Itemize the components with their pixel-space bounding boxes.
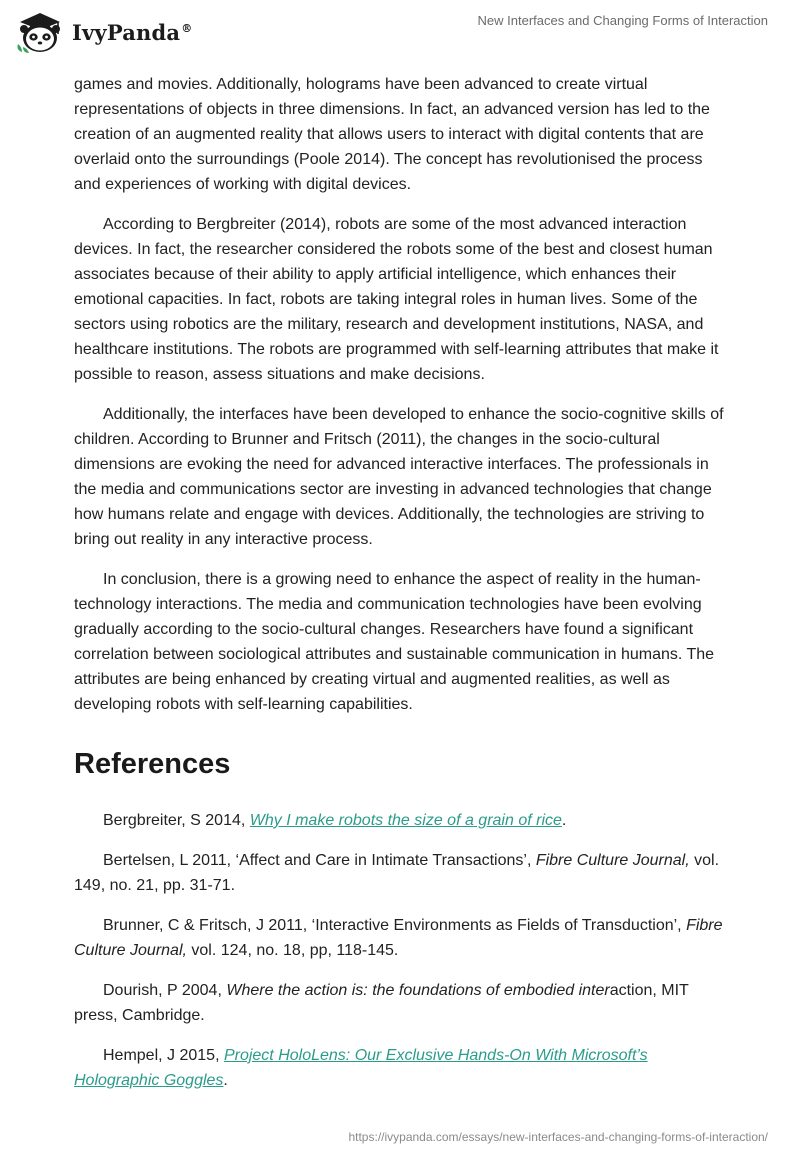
page-header [0, 0, 800, 62]
reference-item: Bertelsen, L 2011, ‘Affect and Care in Intimate Transactions’, Fibre Culture Journal, vol. 149, no. 21, pp. 31-71. [74, 852, 720, 894]
reference-link[interactable]: Project HoloLens: Our Exclusive Hands-On With Microsoft’s Holographic Goggles [74, 1047, 648, 1089]
paragraph: According to Bergbreiter (2014), robots are some of the most advanced interaction devices. In fact, the researcher considered the robots some of the best and closest human associates because of their ability to apply artificial intelligence, which enhances their emotional capacities. In fact, robots are taking integral roles in human lives. Some of the sectors using robotics are the military, research and development institutions, NASA, and healthcare institutions. The robots are programmed with self-learning attributes that make it possible to reason, assess situations and make decisions. [74, 216, 719, 383]
source-url: https://ivypanda.com/essays/new-interfaces-and-changing-forms-of-interaction/ [348, 1130, 768, 1144]
paragraph: In conclusion, there is a growing need to enhance the aspect of reality in the human-technology interactions. The media and communication technologies have been evolving gradually according to the socio-cultural changes. Researchers have found a significant correlation between sociological attributes and sustainable communication in humans. The attributes are being enhanced by creating virtual and augmented realities, as well as developing robots with self-learning capabilities. [74, 571, 715, 713]
reference-item: Hempel, J 2015, Project HoloLens: Our Exclusive Hands-On With Microsoft’s Holographic Goggles. [74, 1047, 648, 1089]
reference-item: Dourish, P 2004, Where the action is: the foundations of embodied interaction, MIT press, Cambridge. [74, 982, 689, 1024]
essay-body [74, 72, 730, 1108]
reference-item: Bergbreiter, S 2014, Why I make robots the size of a grain of rice. [103, 812, 567, 829]
paragraph: Additionally, the interfaces have been developed to enhance the socio-cognitive skills of children. According to Brunner and Fritsch (2011), the changes in the socio-cultural dimensions are evoking the need for advanced interactive interfaces. The professionals in the media and communications sector are investing in advanced technologies that change how humans relate and engage with devices. Additionally, the technologies are striving to bring out reality in any interactive process. [74, 406, 724, 548]
panda-logo-icon [14, 10, 66, 54]
logo-wordmark: IvyPanda® [72, 19, 193, 45]
document-title: New Interfaces and Changing Forms of Interaction [477, 13, 768, 28]
site-logo[interactable] [14, 10, 192, 54]
paragraph: games and movies. Additionally, holograms have been advanced to create virtual representations of objects in three dimensions. In fact, an advanced version has led to the creation of an augmented reality that allows users to interact with digital contents that are overlaid onto the surroundings (Poole 2014). The concept has revolutionised the process and experiences of working with digital devices. [74, 76, 710, 193]
reference-item: Brunner, C & Fritsch, J 2011, ‘Interactive Environments as Fields of Transduction’, Fibre Culture Journal, vol. 124, no. 18, pp, 118-145. [74, 917, 723, 959]
references-heading: References [74, 748, 231, 780]
reference-link[interactable]: Why I make robots the size of a grain of rice [249, 812, 562, 829]
